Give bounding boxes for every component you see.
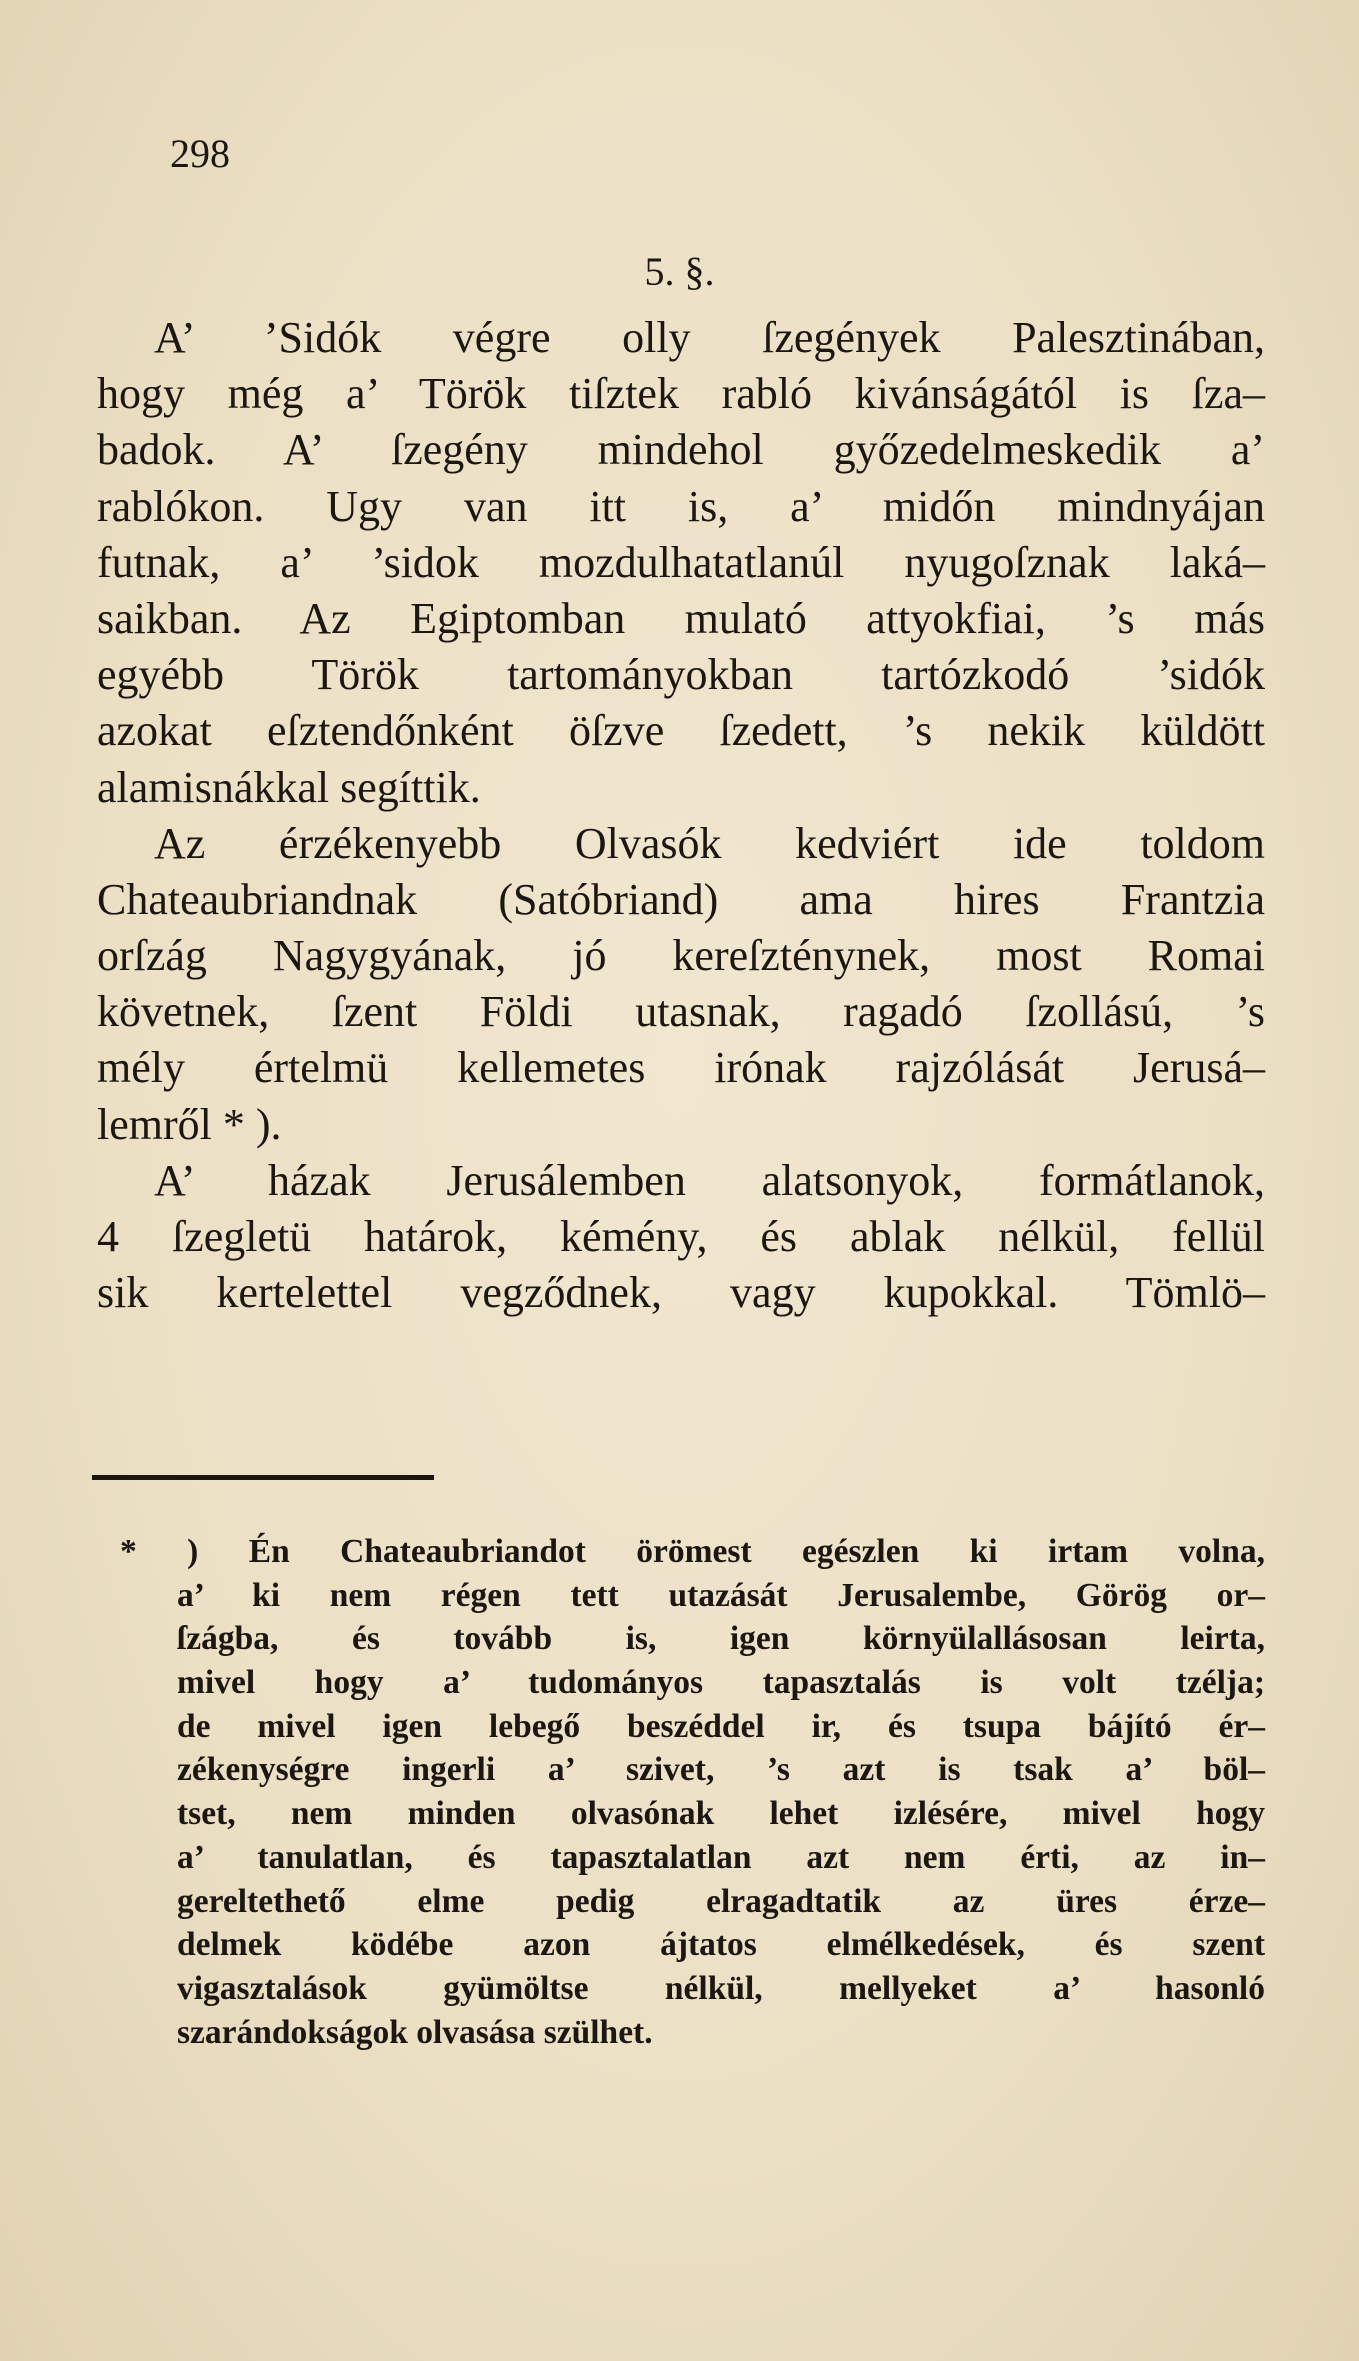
footnote-line: de mivel igen lebegő beszéddel ir, és tsupa bájító ér– (177, 1707, 1265, 1745)
main-text (97, 310, 1265, 1321)
text-line: hogy még a’ Török tiſztek rabló kivánságától is ſza– (97, 369, 1265, 419)
text-line: azokat eſztendőnként öſzve ſzedett, ’s nekik küldött (97, 706, 1265, 756)
text-line: orſzág Nagygyának, jó kereſzténynek, most Romai (97, 931, 1265, 981)
text-line: A’ ’Sidók végre olly ſzegények Palesztinában, (154, 313, 1265, 362)
text-line: A’ házak Jerusálemben alatsonyok, formátlanok, (154, 1155, 1265, 1205)
text-line: mély értelmü kellemetes irónak rajzólását Jerusá– (97, 1043, 1265, 1093)
text-line: rablókon. Ugy van itt is, a’ midőn mindnyájan (97, 481, 1265, 531)
footnote-line: tset, nem minden olvasónak lehet izlésére, mivel hogy (177, 1795, 1265, 1833)
footnote (120, 1530, 1265, 2054)
text-line: egyébb Török tartományokban tartózkodó ’sidók (97, 650, 1265, 700)
footnote-line: szarándokságok olvasása szülhet. (177, 2013, 653, 2051)
footnote-line: a’ ki nem régen tett utazását Jerusalembe, Görög or– (177, 1576, 1265, 1614)
text-line: saikban. Az Egiptomban mulató attyokfiai, ’s más (97, 593, 1265, 643)
footnote-line: vigasztalások gyümöltse nélkül, mellyeket a’ hasonló (177, 1969, 1265, 2007)
footnote-line: mivel hogy a’ tudományos tapasztalás is volt tzélja; (177, 1664, 1265, 1702)
footnote-rule (92, 1475, 434, 1480)
footnote-line: a’ tanulatlan, és tapasztalatlan azt nem érti, az in– (177, 1838, 1265, 1876)
text-line: alamisnákkal segíttik. (97, 762, 481, 812)
footnote-line: delmek ködébe azon ájtatos elmélkedések, és szent (177, 1926, 1265, 1964)
footnote-line: * ) Én Chateaubriandot örömest egészlen ki irtam volna, (120, 1533, 1265, 1570)
text-line: lemről * ). (97, 1099, 282, 1149)
footnote-line: zékenységre ingerli a’ szivet, ’s azt is tsak a’ böl– (177, 1751, 1265, 1789)
footnote-line: gereltethető elme pedig elragadtatik az üres érze– (177, 1882, 1265, 1920)
footnote-line: ſzágba, és tovább is, igen környülallásosan leirta, (177, 1620, 1265, 1658)
text-line: futnak, a’ ’sidok mozdulhatatlanúl nyugoſznak laká– (97, 537, 1265, 587)
section-heading: 5. §. (644, 249, 715, 294)
text-line: sik kertelettel vegződnek, vagy kupokkal. Tömlö– (97, 1268, 1265, 1318)
page-number: 298 (170, 131, 230, 176)
text-line: badok. A’ ſzegény mindehol győzedelmeskedik a’ (97, 425, 1265, 475)
text-line: 4 ſzegletü határok, kémény, és ablak nélkül, fellül (97, 1212, 1265, 1261)
text-line: Az érzékenyebb Olvasók kedviért ide toldom (154, 818, 1265, 868)
text-line: követnek, ſzent Földi utasnak, ragadó ſzollású, ’s (97, 987, 1265, 1037)
text-line: Chateaubriandnak (Satóbriand) ama hires Frantzia (97, 874, 1265, 924)
